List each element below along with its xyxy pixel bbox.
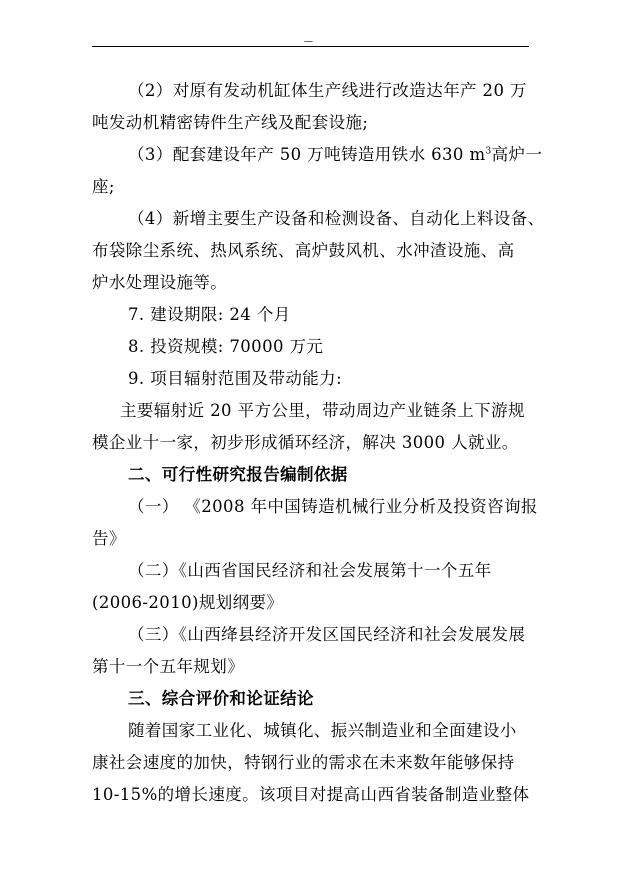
body-line: 吨发动机精密铸件生产线及配套设施; xyxy=(92,113,369,132)
body-line: 座; xyxy=(92,177,115,196)
body-line: 布袋除尘系统、热风系统、高炉鼓风机、水冲渣设施、高 xyxy=(92,241,515,260)
body-line: （三）《山西绛县经济开发区国民经济和社会发展发展 xyxy=(128,625,526,644)
body-line: 康社会速度的加快，特钢行业的需求在未来数年能够保持 xyxy=(92,753,515,772)
section-heading: 三、综合评价和论证结论 xyxy=(128,689,314,708)
body-line: 主要辐射近 20 平方公里，带动周边产业链条上下游规 xyxy=(120,401,525,420)
body-line: 告》 xyxy=(92,529,126,548)
body-line: （一） 《2008 年中国铸造机械行业分析及投资咨询报 xyxy=(128,497,538,516)
body-line: 9. 项目辐射范围及带动能力: xyxy=(128,369,343,388)
body-line: 7. 建设期限: 24 个月 xyxy=(128,305,291,324)
body-line xyxy=(128,145,542,165)
body-line: 8. 投资规模: 70000 万元 xyxy=(128,337,324,356)
body-line: 10-15%的增长速度。该项目对提高山西省装备制造业整体 xyxy=(92,785,530,804)
body-text: （3）配套建设年产 50 万吨铸造用铁水 630 m xyxy=(128,145,486,164)
body-line: 第十一个五年规划》 xyxy=(92,657,245,676)
body-line: 模企业十一家，初步形成循环经济，解决 3000 人就业。 xyxy=(92,433,519,452)
body-text: 高炉一 xyxy=(491,145,543,164)
header-mark: — xyxy=(304,37,313,47)
body-line: (2006-2010)规划纲要》 xyxy=(92,593,284,612)
superscript: 3 xyxy=(485,146,492,157)
section-heading: 二、可行性研究报告编制依据 xyxy=(128,465,348,484)
body-line: （二）《山西省国民经济和社会发展第十一个五年 xyxy=(128,561,492,580)
body-line: 随着国家工业化、城镇化、振兴制造业和全面建设小 xyxy=(128,721,517,740)
body-line: 炉水处理设施等。 xyxy=(92,273,228,292)
body-line: （2）对原有发动机缸体生产线进行改造达年产 20 万 xyxy=(128,81,527,100)
body-line: （4）新增主要生产设备和检测设备、自动化上料设备、 xyxy=(128,209,545,228)
